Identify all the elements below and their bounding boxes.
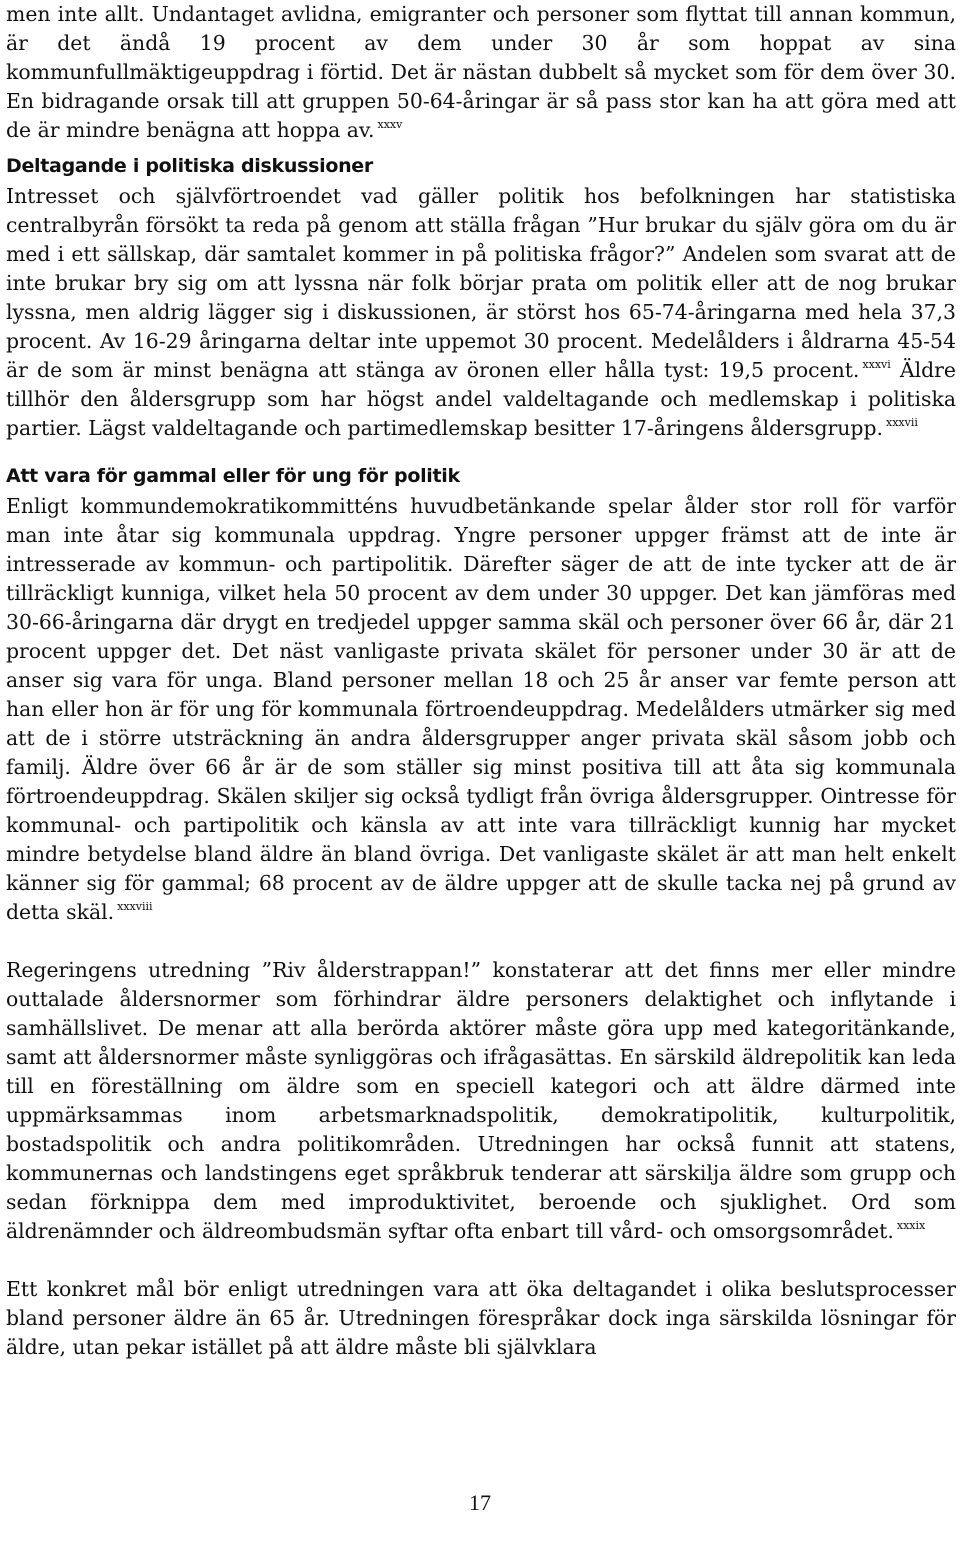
section-heading-political-discussions: Deltagande i politiska diskussioner [6,155,373,177]
footnote-ref[interactable]: xxxix [896,1219,926,1232]
paragraph-spacer [6,1246,956,1275]
footnote-ref[interactable]: xxxv [377,118,403,131]
paragraph-text: Regeringens utredning ”Riv ålderstrappan!” konstaterar att det finns mer eller mindre outtalade åldersnormer som förhindrar äldre personers delaktighet och inflytande i samhällslivet. De menar att alla berörda aktörer måste göra upp med kategoritänkande, samt att åldersnormer måste synliggöras och ifrågasättas. En särskild äldrepolitik kan leda till en föreställning om äldre som en speciell kategori och att äldre därmed inte uppmärksammas inom arbetsmarknadspolitik, demokratipolitik, kulturpolitik, bostadspolitik och andra politikområden. Utredningen har också funnit att statens, kommunernas och landstingens eget språkbruk tenderar att särskilja äldre som grupp och sedan förknippa dem med improduktivitet, beroende och sjuklighet. Ord som äldrenämnder och äldreombudsmän syftar ofta enbart till vård- och omsorgsområdet. [6,958,956,1243]
footnote-ref[interactable]: xxxvi [862,358,891,371]
paragraph-text-continued: Äldre tillhör den åldersgrupp som har högst andel valdeltagande och medlemskap i politiska partier. Lägst valdeltagande och partimedlemskap besitter 17-åringens åldersgrupp. [6,358,956,440]
paragraph-age-and-politics [6,492,956,927]
paragraph-riv-alderstrappan [6,956,956,1246]
footnote-ref[interactable]: xxxvii [886,416,918,429]
paragraph-political-discussions [6,182,956,443]
paragraph-text: Intresset och självförtroendet vad gäller politik hos befolkningen har statistiska centralbyrån försökt ta reda på genom att ställa frågan ”Hur brukar du själv göra om du är med i ett sällskap, där samtalet kommer in på politiska frågor?” Andelen som svarat att de inte brukar bry sig om att lyssna när folk börjar prata om politik eller att de nog brukar lyssna, men aldrig lägger sig i diskussionen, är störst hos 65-74-åringarna med hela 37,3 procent. Av 16-29 åringarna deltar inte uppemot 30 procent. Medelålders i åldrarna 45-54 är de som är minst benägna att stänga av öronen eller hålla tyst: 19,5 procent. [6,184,956,382]
paragraph-intro [6,0,956,145]
paragraph-text: Enligt kommundemokratikommitténs huvudbetänkande spelar ålder stor roll för varför man inte åtar sig kommunala uppdrag. Yngre personer uppger främst att de inte är intresserade av kommun- och partipolitik. Därefter säger de att de inte tycker att de är tillräckligt kunniga, vilket hela 50 procent av dem under 30 uppger. Det kan jämföras med 30-66-åringarna där drygt en tredjedel uppger samma skäl och personer över 66 år, där 21 procent uppger det. Det näst vanligaste privata skälet för personer under 30 är att de anser sig vara för unga. Bland personer mellan 18 och 25 år anser var femte person att han eller hon är för ung för kommunala förtroendeuppdrag. Medelålders utmärker sig med att de i större utsträckning än andra åldersgrupper anger privata skäl såsom jobb och familj. Äldre över 66 år är de som ställer sig minst positiva till att åta sig kommunala förtroendeuppdrag. Skälen skiljer sig också tydligt från övriga åldersgrupper. Ointresse för kommunal- och partipolitik och känsla av att inte vara tillräckligt kunnig har mycket mindre betydelse bland äldre än bland övriga. Det vanligaste skälet är att man helt enkelt känner sig för gammal; 68 procent av de äldre uppger att de skulle tacka nej på grund av detta skäl. [6,494,956,924]
paragraph-spacer [6,927,956,956]
paragraph-text: Ett konkret mål bör enligt utredningen vara att öka deltagandet i olika beslutsprocesser bland personer äldre än 65 år. Utredningen förespråkar dock inga särskilda lösningar för äldre, utan pekar istället på att äldre måste bli självklara [6,1277,956,1359]
footnote-ref[interactable]: xxxviii [117,900,153,913]
paragraph-concrete-goal [6,1275,956,1362]
page-number: 17 [469,1490,491,1515]
document-page [6,0,956,1362]
paragraph-text: men inte allt. Undantaget avlidna, emigranter och personer som flyttat till annan kommun, är det ändå 19 procent av dem under 30 år som hoppat av sina kommunfullmäktigeuppdrag i förtid. Det är nästan dubbelt så mycket som för dem över 30. En bidragande orsak till att gruppen 50-64-åringar är så pass stor kan ha att göra med att de är mindre benägna att hoppa av. [6,2,956,142]
section-heading-age-and-politics: Att vara för gammal eller för ung för politik [6,465,460,487]
